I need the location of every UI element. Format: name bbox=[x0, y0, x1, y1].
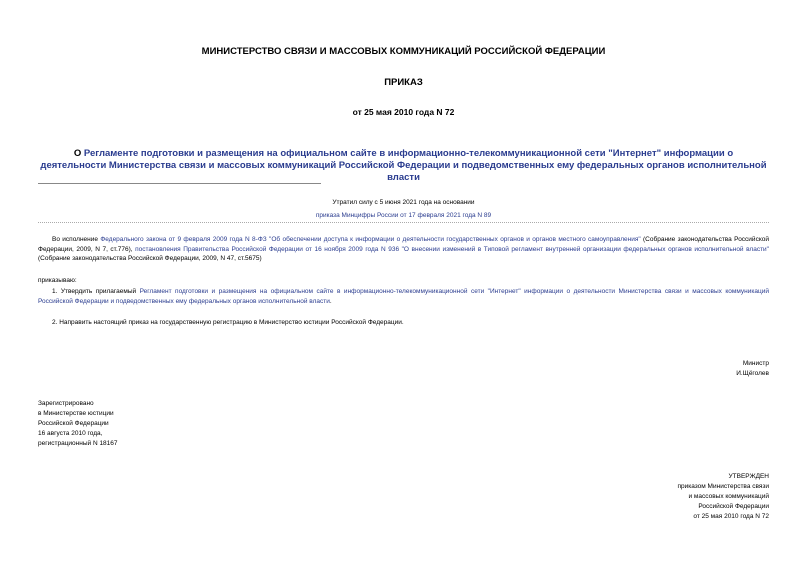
federal-law-link[interactable]: Федерального закона от 9 февраля 2009 года N 8-ФЗ "Об обеспечении доступа к информации о деятельности государственных органов и органов местного самоуправления" bbox=[100, 236, 641, 243]
signature-block bbox=[736, 359, 769, 379]
signature-name: И.Щёголев bbox=[736, 370, 769, 377]
registration-line: в Министерстве юстиции bbox=[38, 410, 114, 417]
preamble-text-c: (Собрание законодательства Российской Федерации, 2009, N 47, ст.5675) bbox=[38, 255, 262, 262]
signature-position: Министр bbox=[742, 360, 769, 367]
approval-line: Российской Федерации bbox=[698, 503, 769, 510]
preamble-text-b: (Собрание законодательства Российской Федерации, 2009, N 7, ст.776), bbox=[38, 236, 769, 253]
approval-line: от 25 мая 2010 года N 72 bbox=[693, 513, 769, 520]
registration-block bbox=[38, 399, 118, 449]
approval-block bbox=[677, 472, 769, 522]
preamble-text-a: Во исполнение bbox=[52, 236, 101, 243]
registration-line: регистрационный N 18167 bbox=[38, 440, 118, 447]
status-divider bbox=[38, 222, 769, 223]
approval-line: приказом Министерства связи bbox=[677, 483, 769, 490]
title-divider bbox=[38, 183, 321, 184]
document-title bbox=[40, 148, 767, 184]
approval-line: и массовых коммуникаций bbox=[688, 493, 769, 500]
approval-line: УТВЕРЖДЕН bbox=[728, 473, 769, 480]
registration-line: 16 августа 2010 года, bbox=[38, 430, 103, 437]
repeal-order-link[interactable]: приказа Минцифры России от 17 февраля 2021 года N 89 bbox=[315, 212, 492, 219]
item-1-paragraph bbox=[38, 287, 769, 306]
order-heading: ПРИКАЗ bbox=[384, 77, 423, 88]
government-decree-link[interactable]: постановления Правительства Российской Федерации от 16 ноября 2009 года N 936 "О внесении изменений в Типовой регламент внутренней организации федеральных органов исполнительной власти" bbox=[135, 245, 769, 253]
preamble-paragraph bbox=[38, 235, 769, 264]
title-link[interactable]: Регламенте подготовки и размещения на официальном сайте в информационно-телекоммуникационной сети "Интернет" информации о деятельности Министерства связи и массовых коммуникаций Российской Федерации и подведомственных ему федеральных органов исполнительной власти bbox=[40, 148, 767, 183]
status-note bbox=[0, 196, 807, 222]
status-text: Утратил силу с 5 июня 2021 года на основании bbox=[332, 199, 475, 206]
ministry-heading: МИНИСТЕРСТВО СВЯЗИ И МАССОВЫХ КОММУНИКАЦИЙ РОССИЙСКОЙ ФЕДЕРАЦИИ bbox=[201, 46, 606, 57]
decree-word: приказываю: bbox=[38, 277, 77, 284]
registration-line: Зарегистрировано bbox=[38, 400, 94, 407]
item-2-paragraph: 2. Направить настоящий приказ на государственную регистрацию в Министерство юстиции Российской Федерации. bbox=[52, 319, 404, 326]
item-1-text-b: . bbox=[329, 297, 332, 305]
order-date: от 25 мая 2010 года N 72 bbox=[352, 107, 455, 117]
registration-line: Российской Федерации bbox=[38, 420, 109, 427]
title-prefix: О bbox=[73, 148, 84, 159]
regulation-link[interactable]: Регламент подготовки и размещения на официальном сайте в информационно-телекоммуникационной сети "Интернет" информации о деятельности Министерства связи и массовых коммуникаций Российской Федерации и подведомственных ему федеральных органов исполнительной власти bbox=[38, 288, 769, 305]
item-1-text-a: 1. Утвердить прилагаемый bbox=[52, 288, 140, 295]
